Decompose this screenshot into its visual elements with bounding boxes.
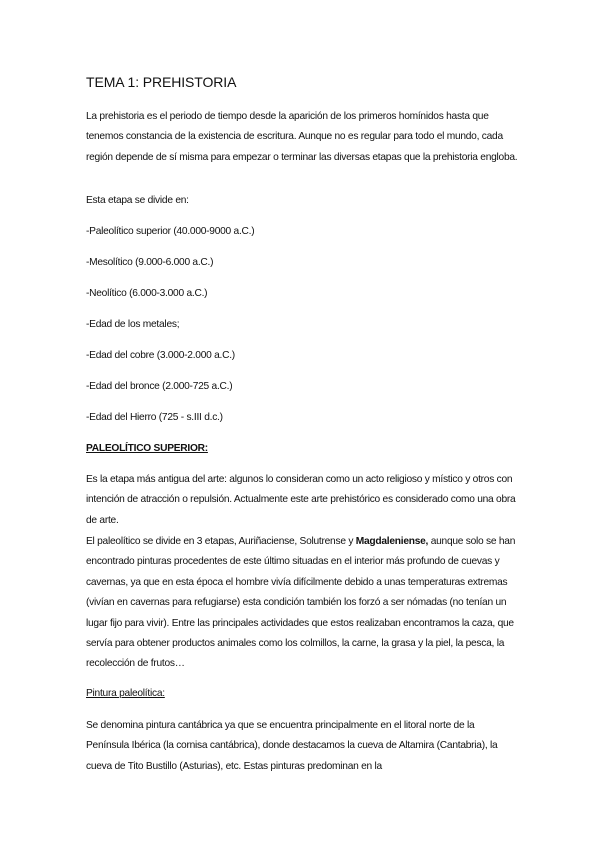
stage-item: -Edad del cobre (3.000-2.000 a.C.) bbox=[86, 350, 235, 361]
stage-item: -Edad del Hierro (725 - s.III d.c.) bbox=[86, 412, 223, 423]
subsection-heading-pintura: Pintura paleolítica: bbox=[86, 688, 165, 699]
stage-item: -Mesolítico (9.000-6.000 a.C.) bbox=[86, 257, 214, 268]
stage-item: -Neolítico (6.000-3.000 a.C.) bbox=[86, 288, 208, 299]
emphasis-text: Magdaleniense, bbox=[355, 536, 429, 547]
section-heading-paleolitico: PALEOLÍTICO SUPERIOR: bbox=[86, 443, 208, 454]
stage-item: -Edad del bronce (2.000-725 a.C.) bbox=[86, 381, 233, 392]
stage-item: -Edad de los metales; bbox=[86, 319, 180, 330]
section-paragraph-2 bbox=[86, 532, 518, 675]
section-paragraph-1: Es la etapa más antigua del arte: algunos lo consideran como un acto religioso y místico y otros con intención de atracción o repulsión. Actualmente este arte prehistórico es considerado como una obra de arte. bbox=[86, 474, 516, 526]
document-title: TEMA 1: PREHISTORIA bbox=[86, 74, 237, 90]
intro-paragraph: La prehistoria es el periodo de tiempo desde la aparición de los primeros homínidos hasta que tenemos constancia de la existencia de escritura. Aunque no es regular para todo el mundo, cada región depende de sí misma para empezar o terminar las diversas etapas que la prehistoria engloba. bbox=[86, 111, 518, 163]
subsection-paragraph: Se denomina pintura cantábrica ya que se encuentra principalmente en el litoral norte de la Península Ibérica (la cornisa cantábrica), donde destacamos la cueva de Altamira (Cantabria), la cueva de Tito Bustillo (Asturias), etc. Estas pinturas predominan en la bbox=[86, 720, 498, 772]
division-intro: Esta etapa se divide en: bbox=[86, 195, 189, 206]
paragraph-text: El paleolítico se divide en 3 etapas, Auriñaciense, Solutrense y bbox=[86, 536, 356, 547]
stage-item: -Paleolítico superior (40.000-9000 a.C.) bbox=[86, 226, 255, 237]
paragraph-text: aunque solo se han encontrado pinturas procedentes de este último situadas en el interior más profundo de cuevas y cavernas, ya que en esta época el hombre vivía difícilmente debido a unas temperaturas extremas (vivían en cavernas para refugiarse) esta condición también los forzó a ser nómadas (no tenían un lugar fijo para vivir). Entre las principales actividades que estos realizaban encontramos la caza, que servía para obtener productos animales como los colmillos, la carne, la grasa y la piel, la pesca, la recolección de frutos… bbox=[86, 536, 516, 670]
